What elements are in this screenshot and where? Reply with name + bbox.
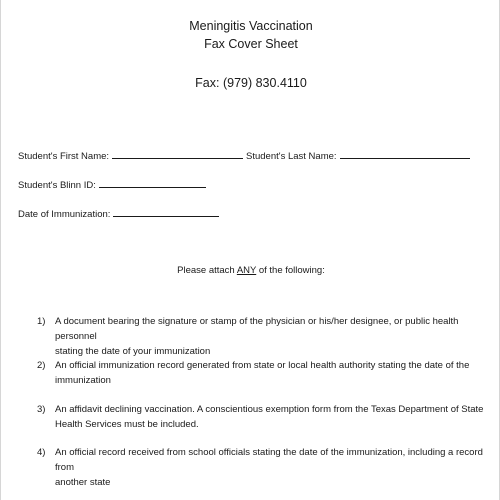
first-name-field[interactable] [112, 149, 243, 159]
list-item-line-1: A document bearing the signature or stamp of the physician or his/her designee, or public health personnel [55, 316, 459, 342]
attach-prefix: Please attach [177, 265, 237, 276]
blinn-id-row [18, 178, 206, 192]
last-name-field[interactable] [340, 149, 470, 159]
immunization-date-label: Date of Immunization: [18, 209, 111, 220]
list-item-number: 2) [37, 360, 46, 371]
last-name-label: Student's Last Name: [246, 151, 337, 162]
immunization-date-row [18, 207, 219, 221]
document-title [1, 17, 500, 53]
title-line-2: Fax Cover Sheet [204, 37, 298, 51]
list-item-line-2: Health Services must be included. [55, 419, 199, 430]
first-name-label: Student's First Name: [18, 151, 110, 162]
list-item-line-2: immunization [55, 375, 111, 386]
list-item-number: 3) [37, 404, 46, 415]
attach-suffix: of the following: [256, 265, 325, 276]
attach-instruction [1, 265, 500, 277]
list-item-text [55, 402, 495, 432]
title-line-1: Meningitis Vaccination [189, 19, 313, 33]
list-item-line-2: another state [55, 477, 111, 488]
blinn-id-label: Student's Blinn ID: [18, 180, 96, 191]
attach-emphasis: ANY [236, 265, 257, 276]
list-item-number: 4) [37, 447, 46, 458]
list-item-line-2: stating the date of your immunization [55, 346, 211, 357]
list-item-number: 1) [37, 316, 46, 327]
blinn-id-field[interactable] [99, 178, 206, 188]
list-item-text [55, 358, 495, 388]
list-item-line-1: An official record received from school officials stating the date of the immunization, including a record from [55, 447, 483, 473]
fax-number: Fax: (979) 830.4110 [195, 76, 307, 90]
list-item-line-1: An affidavit declining vaccination. A conscientious exemption form from the Texas Department of State [55, 404, 484, 415]
name-fields-row [18, 149, 243, 163]
list-item-line-1: An official immunization record generated from state or local health authority stating the date of the [55, 360, 470, 371]
list-item-text [55, 314, 495, 359]
immunization-date-field[interactable] [113, 207, 219, 217]
list-item-text [55, 445, 495, 490]
last-name-group [246, 149, 470, 163]
